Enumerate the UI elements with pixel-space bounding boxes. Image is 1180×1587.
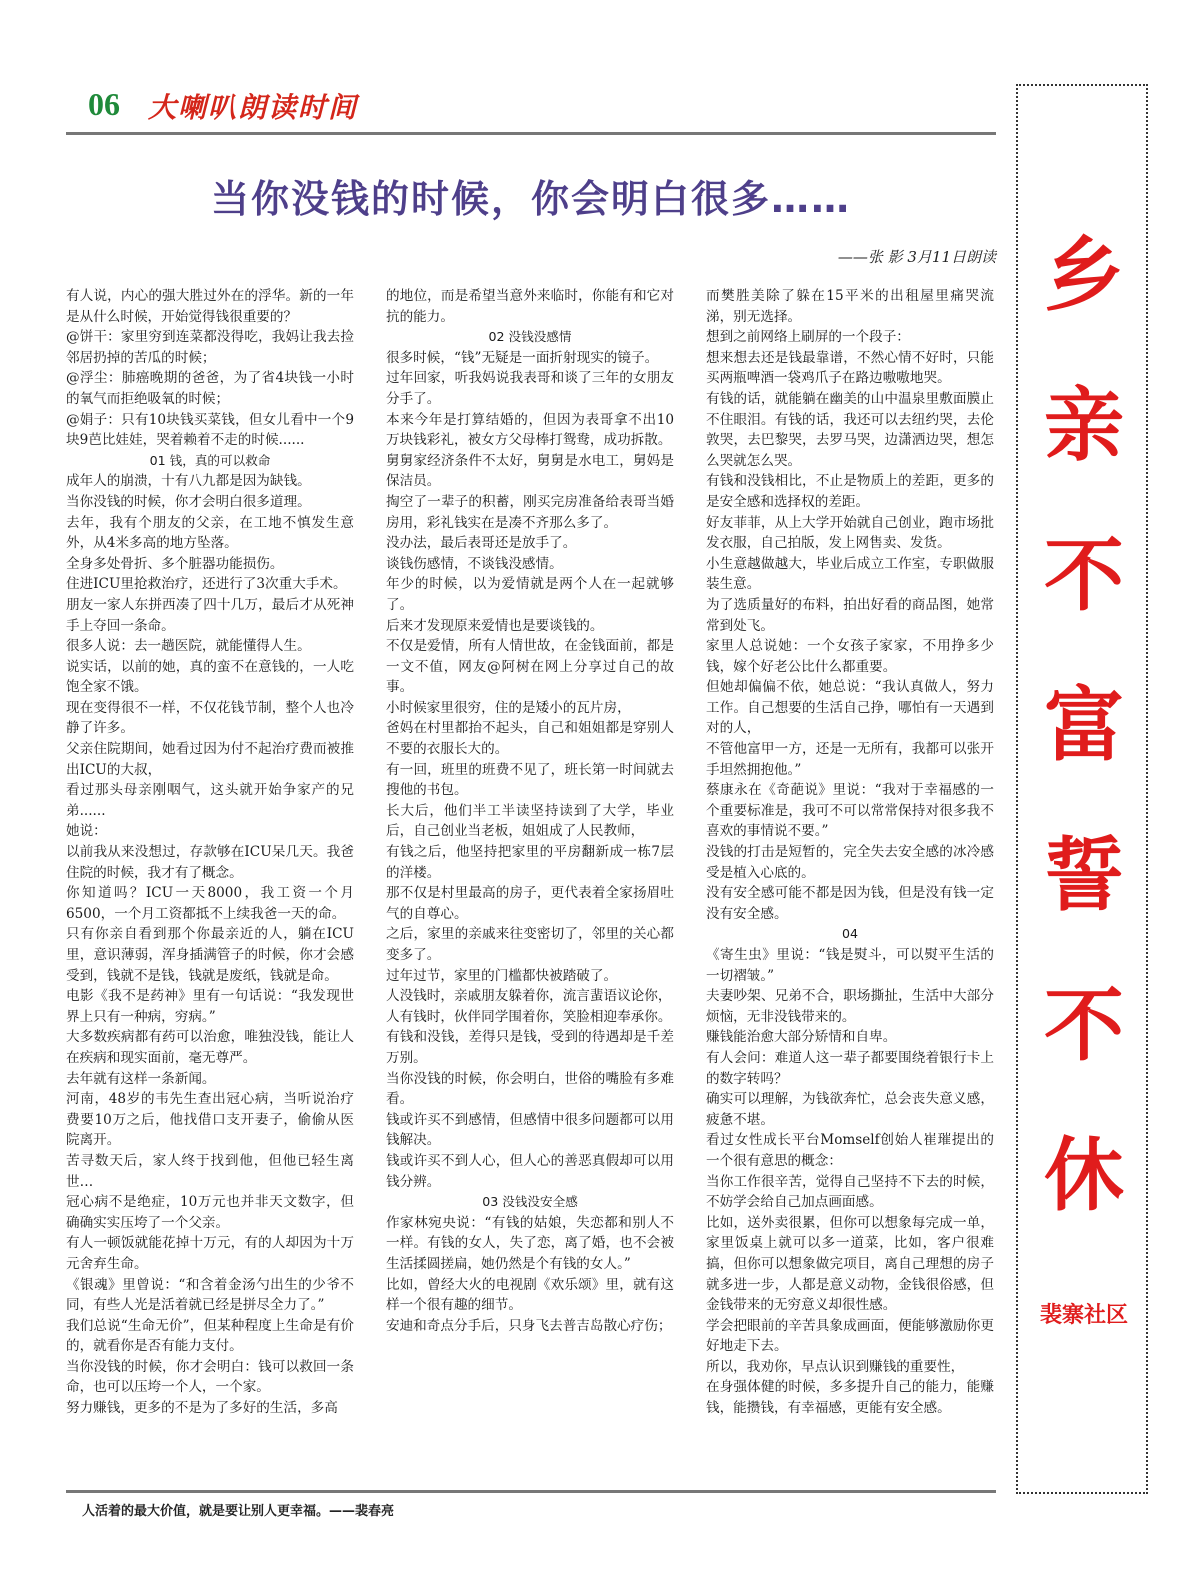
paragraph: 有钱的话，就能躺在幽美的山中温泉里敷面膜止不住眼泪。有钱的话，我还可以去纽约哭，去伦敦哭，去巴黎哭，去罗马哭，边潇洒边哭，想怎么哭就怎么哭。 <box>706 390 994 469</box>
footer-divider <box>66 1490 996 1493</box>
paragraph: 没钱的打击是短暂的，完全失去安全感的冰冷感受是植入心底的。 <box>706 844 994 881</box>
section-heading: 01 钱，真的可以救命 <box>149 452 271 468</box>
paragraph: 我们总说“生命无价”，但某种程度上生命是有价的，就看你是否有能力支付。 <box>66 1317 354 1355</box>
section-heading: 03 没钱没安全感 <box>482 1194 578 1210</box>
paragraph: 住进ICU里抢救治疗，还进行了3次重大手术。 <box>66 576 347 593</box>
slogan-char: 不 <box>1044 529 1124 622</box>
masthead-title: 大喇叭朗读时间 <box>148 91 359 124</box>
paragraph: 只有你亲自看到那个你最亲近的人，躺在ICU里，意识薄弱，浑身插满管子的时候，你才会感受到，钱就不是钱，钱就是废纸，钱就是命。 <box>66 926 354 984</box>
paragraph: 作家林宛央说：“有钱的姑娘，失恋都和别人不一样。有钱的女人，失了恋，离了婚，也不会被生活揉圆搓扁，她仍然是个有钱的女人。” <box>386 1214 674 1272</box>
paragraph: 本来今年是打算结婚的，但因为表哥拿不出10万块钱彩礼，被女方父母棒打鸳鸯，成功拆散。 <box>386 411 674 449</box>
paragraph: 后来才发现原来爱情也是要谈钱的。 <box>386 617 604 634</box>
paragraph: 努力赚钱，更多的不是为了多好的生活，多高 <box>66 1400 338 1417</box>
paragraph: 没有安全感可能不都是因为钱，但是没有钱一定没有安全感。 <box>706 885 994 922</box>
paragraph: 人没钱时，亲戚朋友躲着你，流言蜚语议论你， <box>386 988 672 1005</box>
paragraph: 朋友一家人东拼西凑了四十几万，最后才从死神手上夺回一条命。 <box>66 596 354 634</box>
paragraph: 你知道吗？ICU一天8000，我工资一个月6500，一个月工资都抵不上续我爸一天的命。 <box>66 885 354 922</box>
paragraph: 比如，送外卖很累，但你可以想象每完成一单，家里饭桌上就可以多一道菜，比如，客户很难搞，但你可以想象做完项目，离自己理想的房子就多进一步，人都是意义动物，金钱很俗感，但金钱带来的无穷意义却很性感。 <box>706 1214 994 1314</box>
paragraph: 年少的时候，以为爱情就是两个人在一起就够了。 <box>386 576 674 613</box>
paragraph: 《银魂》里曾说：“和含着金汤勺出生的少爷不同，有些人光是活着就已经是拼尽全力了。” <box>66 1276 354 1314</box>
paragraph: 所以，我劝你，早点认识到赚钱的重要性， <box>706 1358 965 1375</box>
paragraph: 看过女性成长平台Momself创始人崔璀提出的一个很有意思的概念： <box>706 1132 994 1169</box>
paragraph: 赚钱能治愈大部分矫情和自卑。 <box>706 1029 897 1046</box>
paragraph: @浮尘：肺癌晚期的爸爸，为了省4块钱一小时的氧气而拒绝吸氧的时候； <box>66 370 354 407</box>
paragraph: 大多数疾病都有药可以治愈，唯独没钱，能让人在疾病和现实面前，毫无尊严。 <box>66 1029 354 1066</box>
paragraph: 家里人总说她：一个女孩子家家，不用挣多少钱，嫁个好老公比什么都重要。 <box>706 638 994 675</box>
paragraph: 说实话，以前的她，真的蛮不在意钱的，一人吃饱全家不饿。 <box>66 658 354 696</box>
paragraph: 长大后，他们半工半读坚持读到了大学，毕业后，自己创业当老板，姐姐成了人民教师， <box>386 802 674 840</box>
paragraph: 当你工作很辛苦，觉得自己坚持不下去的时候，不妨学会给自己加点画面感。 <box>706 1173 994 1211</box>
article-column-3 <box>706 286 994 1419</box>
paragraph: 有人一顿饭就能花掉十万元，有的人却因为十万元舍弃生命。 <box>66 1235 354 1272</box>
paragraph: 之后，家里的亲戚来往变密切了，邻里的关心都变多了。 <box>386 926 674 963</box>
paragraph: 比如，曾经大火的电视剧《欢乐颂》里，就有这样一个很有趣的细节。 <box>386 1276 674 1314</box>
paragraph: 的地位，而是希望当意外来临时，你能有和它对抗的能力。 <box>386 288 674 325</box>
paragraph: 过年回家，听我妈说我表哥和谈了三年的女朋友分手了。 <box>386 370 674 407</box>
paragraph: 成年人的崩溃，十有八九都是因为缺钱。 <box>66 473 311 490</box>
paragraph: 小时候家里很穷，住的是矮小的瓦片房， <box>386 699 631 716</box>
page-number: 06 <box>88 86 120 122</box>
paragraph: 小生意越做越大，毕业后成立工作室，专职做服装生意。 <box>706 555 994 593</box>
slogan-char: 休 <box>1044 1129 1124 1222</box>
paragraph: 当你没钱的时候，你才会明白：钱可以救回一条命，也可以压垮一个人，一个家。 <box>66 1358 354 1396</box>
community-name: 裴寨社区 <box>1039 1303 1128 1328</box>
paragraph: 苦寻数天后，家人终于找到他，但他已轻生离世… <box>66 1152 354 1190</box>
paragraph: 钱或许买不到感情，但感情中很多问题都可以用钱解决。 <box>386 1111 674 1149</box>
slogan-char: 富 <box>1044 679 1124 772</box>
paragraph: 当你没钱的时候，你才会明白很多道理。 <box>66 493 311 510</box>
paragraph: 电影《我不是药神》里有一句话说：“我发现世界上只有一种病，穷病。” <box>66 988 354 1025</box>
paragraph: 父亲住院期间，她看过因为付不起治疗费而被推出ICU的大叔， <box>66 741 354 778</box>
paragraph: 夫妻吵架、兄弟不合，职场撕扯，生活中大部分烦恼，无非没钱带来的。 <box>706 988 994 1025</box>
paragraph: 很多时候，“钱”无疑是一面折射现实的镜子。 <box>386 349 659 366</box>
paragraph: 学会把眼前的辛苦具象成画面，便能够激励你更好地走下去。 <box>706 1317 994 1355</box>
paragraph: 好友菲菲，从上大学开始就自己创业，跑市场批发衣服，自己拍版，发上网售卖、发货。 <box>706 514 994 552</box>
paragraph: 而樊胜美除了躲在15平米的出租屋里痛哭流涕，别无选择。 <box>706 288 994 325</box>
paragraph: 去年就有这样一条新闻。 <box>66 1070 216 1087</box>
footer-quote: 人活着的最大价值，就是要让别人更幸福。——裴春亮 <box>82 1504 395 1519</box>
article-column-2 <box>386 286 674 1336</box>
paragraph: 有钱和没钱，差得只是钱，受到的待遇却是千差万别。 <box>386 1029 674 1066</box>
slogan-char: 乡 <box>1044 229 1124 322</box>
paragraph: 没办法，最后表哥还是放手了。 <box>386 535 577 552</box>
paragraph: 当你没钱的时候，你会明白，世俗的嘴脸有多难看。 <box>386 1070 674 1108</box>
paragraph: 但她却偏偏不依，她总说：“我认真做人，努力工作。自己想要的生活自己挣，哪怕有一天遇到对的人， <box>706 679 994 737</box>
paragraph: 不管他富甲一方，还是一无所有，我都可以张开手坦然拥抱他。” <box>706 741 994 778</box>
page-header <box>66 82 996 134</box>
paragraph: 现在变得很不一样，不仅花钱节制，整个人也冷静了许多。 <box>66 699 354 737</box>
article-byline: ——张 影 3月11日朗读 <box>837 248 996 266</box>
paragraph: 在身强体健的时候，多多提升自己的能力，能赚钱，能攒钱，有幸福感，更能有安全感。 <box>706 1379 994 1417</box>
paragraph: 河南，48岁的韦先生查出冠心病，当听说治疗费要10万之后，他找借口支开妻子，偷偷从医院离开。 <box>66 1091 354 1149</box>
paragraph: 有人会问：难道人这一辈子都要围绕着银行卡上的数字转吗？ <box>706 1049 994 1087</box>
article-column-1 <box>66 286 354 1419</box>
slogan-sidebar <box>1016 84 1148 1494</box>
section-heading: 04 <box>841 926 859 942</box>
paragraph: 她说： <box>66 823 107 840</box>
paragraph: 很多人说：去一趟医院，就能懂得人生。 <box>66 638 311 655</box>
slogan-char: 不 <box>1044 979 1124 1072</box>
paragraph: 确实可以理解，为钱欲奔忙，总会丧失意义感，疲惫不堪。 <box>706 1091 994 1128</box>
article-title: 当你没钱的时候，你会明白很多…… <box>210 177 851 221</box>
paragraph: 安迪和奇点分手后，只身飞去普吉岛散心疗伤； <box>386 1317 672 1334</box>
paragraph: 有人说，内心的强大胜过外在的浮华。新的一年是从什么时候，开始觉得钱很重要的？ <box>66 288 354 325</box>
paragraph: 有一回，班里的班费不见了，班长第一时间就去搜他的书包。 <box>386 761 674 799</box>
paragraph: 蔡康永在《奇葩说》里说：“我对于幸福感的一个重要标准是，我可不可以常常保持对很多我不喜欢的事情说不要。” <box>706 782 994 840</box>
paragraph: 钱或许买不到人心，但人心的善恶真假却可以用钱分辨。 <box>386 1152 674 1190</box>
paragraph: 不仅是爱情，所有人情世故，在金钱面前，都是一文不值，网友@阿树在网上分享过自己的故事。 <box>386 638 674 696</box>
paragraph: 去年，我有个朋友的父亲，在工地不慎发生意外，从4米多高的地方坠落。 <box>66 514 354 552</box>
paragraph: 有钱和没钱相比，不止是物质上的差距，更多的是安全感和选择权的差距。 <box>706 473 994 510</box>
paragraph: @饼干：家里穷到连菜都没得吃，我妈让我去捡邻居扔掉的苦瓜的时候； <box>66 329 354 366</box>
paragraph: 以前我从来没想过，存款够在ICU呆几天。我爸住院的时候，我才有了概念。 <box>66 844 354 881</box>
paragraph: 有钱之后，他坚持把家里的平房翻新成一栋7层的洋楼。 <box>386 844 674 881</box>
paragraph: 舅舅家经济条件不太好，舅舅是水电工，舅妈是保洁员。 <box>386 452 674 490</box>
paragraph: 想到之前网络上刷屏的一个段子： <box>706 329 910 346</box>
slogan-char: 亲 <box>1044 379 1124 472</box>
paragraph: 过年过节，家里的门槛都快被踏破了。 <box>386 967 618 984</box>
paragraph: 看过那头母亲刚咽气，这头就开始争家产的兄弟...... <box>66 782 354 819</box>
paragraph: 为了选质量好的布料，拍出好看的商品图，她常常到处飞。 <box>706 596 994 634</box>
header-divider <box>66 132 996 135</box>
section-heading: 02 没钱没感情 <box>488 329 572 345</box>
paragraph: 掏空了一辈子的积蓄，刚买完房准备给表哥当婚房用，彩礼钱实在是凑不齐那么多了。 <box>386 493 674 531</box>
paragraph: @娟子：只有10块钱买菜钱，但女儿看中一个9块9芭比娃娃，哭着赖着不走的时候...... <box>66 411 354 449</box>
paragraph: 全身多处骨折、多个脏器功能损伤。 <box>66 555 284 572</box>
paragraph: 人有钱时，伙伴同学围着你，笑脸相迎奉承你。 <box>386 1008 672 1025</box>
paragraph: 爸妈在村里都抬不起头，自己和姐姐都是穿别人不要的衣服长大的。 <box>386 720 674 758</box>
paragraph: 《寄生虫》里说：“钱是熨斗，可以熨平生活的一切褶皱。” <box>706 947 994 984</box>
paragraph: 谈钱伤感情，不谈钱没感情。 <box>386 555 563 572</box>
paragraph: 冠心病不是绝症，10万元也并非天文数字，但确确实实压垮了一个父亲。 <box>66 1194 354 1231</box>
slogan-char: 誓 <box>1044 829 1124 922</box>
paragraph: 那不仅是村里最高的房子，更代表着全家扬眉吐气的自尊心。 <box>386 885 674 922</box>
paragraph: 想来想去还是钱最靠谱，不然心情不好时，只能买两瓶啤酒一袋鸡爪子在路边嗷嗷地哭。 <box>706 349 994 387</box>
